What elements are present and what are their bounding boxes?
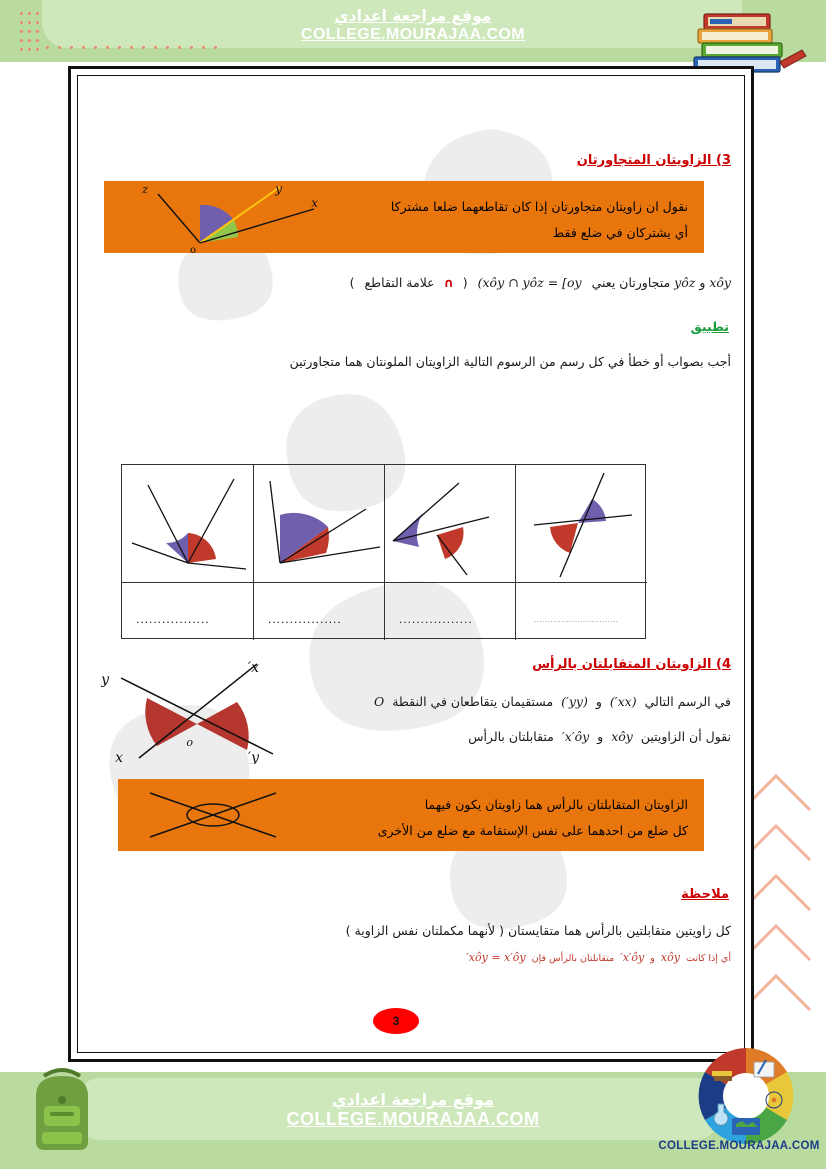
corner-brand-text: COLLEGE.MOURAJAA.COM	[658, 1140, 820, 1152]
section4-line2	[468, 729, 731, 744]
site-footer-arabic: موقع مراجعة اعدادي	[331, 1090, 495, 1109]
page-number-badge: 3	[373, 1008, 419, 1034]
section4-box-line1: الزاويتان المتقابلتان بالرأس هما زاويتان يكون فيهما	[424, 797, 688, 812]
s4-l1-b: و	[595, 694, 602, 709]
formula-paren-open: (	[462, 275, 468, 290]
s4-l1-math3: O	[373, 694, 385, 709]
s4-l2-c: متقابلتان بالرأس	[468, 729, 554, 744]
formula-yoz: yôz	[674, 275, 696, 290]
exercise-cell-4	[516, 465, 646, 582]
label-x: x	[311, 196, 318, 210]
label-y-prime: y′	[247, 750, 259, 764]
answer-dots-2: .................	[268, 612, 342, 626]
backpack-icon	[14, 1062, 114, 1158]
note-l2-math2: x′ôy′	[620, 951, 645, 964]
note-line1: كل زاويتين متقابلتين بالرأس هما متقايستان ( لأنهما مكملتان نفس الزاوية )	[345, 923, 731, 938]
note-l2-math3: xôy = x′ôy′	[466, 951, 526, 964]
site-header-arabic: موقع مراجعة اعدادي	[334, 7, 492, 25]
s4-l2-math2: x′ôy′	[561, 729, 590, 744]
cell3-red-sector	[437, 527, 464, 559]
answer-dots-1: .................	[136, 612, 210, 626]
formula-equation: xôy ∩ yôz = [oy)	[477, 275, 582, 290]
answer-dots-3: .................	[399, 612, 473, 626]
label-x-prime: x′	[247, 660, 259, 676]
line-yy-prime	[121, 678, 273, 754]
s4-l1-math2: (yy′)	[561, 694, 588, 709]
education-wheel-icon	[694, 1044, 798, 1148]
s4-l1-c: مستقيمان يتقاطعان في النقطة	[392, 694, 554, 709]
application-instruction: أجب بصواب أو خطأ في كل رسم من الرسوم التالية الزاويتان الملونتان هما متجاورتين	[289, 354, 731, 369]
vertical-sector-right	[197, 702, 249, 750]
section4-definition-box	[118, 779, 704, 851]
cell4-red-sector	[550, 523, 578, 553]
worksheet-content	[71, 69, 751, 1059]
exercise-cell-2	[254, 465, 384, 582]
vertical-angles-diagram	[101, 654, 291, 764]
formula-xoy-a: xôy	[709, 275, 731, 290]
exercise-table	[121, 464, 646, 639]
note-l2-c: متقابلتان بالرأس فإن	[531, 953, 615, 964]
note-l2-math1: xôy	[660, 951, 680, 964]
section3-definition-line1: نقول ان زاويتان متجاورتان إذا كان تقاطعهما ضلعا مشتركا	[390, 199, 688, 214]
crossed-lines-diagram	[146, 787, 281, 843]
answer-cell-4[interactable]	[516, 582, 646, 639]
s4-l1-a: في الرسم التالي	[644, 694, 731, 709]
formula-arabic-right: علامة التقاطع	[364, 275, 435, 290]
s4-l2-math1: xôy	[611, 729, 633, 744]
worksheet-page	[68, 66, 754, 1062]
formula-conj: و	[699, 275, 706, 290]
label-y: y	[275, 185, 282, 196]
note-heading: ملاحظة	[681, 887, 729, 902]
section3-definition-box	[104, 181, 704, 253]
section3-heading: 3) الزاويتان المتجاورتان	[576, 153, 731, 168]
answer-cell-3[interactable]	[385, 582, 515, 639]
site-header-url: COLLEGE.MOURAJAA.COM	[301, 25, 525, 43]
intersection-formula-line	[350, 275, 731, 290]
application-heading: تطبيق	[690, 319, 729, 334]
label-x: x	[115, 750, 123, 764]
formula-arabic-mid: متجاورتان يعني	[591, 275, 671, 290]
s4-l2-a: نقول أن الزاويتين	[640, 729, 731, 744]
answer-dots-4: ...............................	[534, 615, 619, 624]
answer-cell-1[interactable]	[122, 582, 253, 639]
intersection-symbol: ∩	[443, 275, 454, 290]
note-line2	[463, 951, 731, 964]
answer-cell-2[interactable]	[254, 582, 384, 639]
adjacent-angles-diagram	[122, 185, 342, 253]
header-dot-strip	[46, 46, 226, 54]
label-o: o	[186, 736, 193, 749]
exercise-cell-3	[385, 465, 515, 582]
site-footer-url: COLLEGE.MOURAJAA.COM	[286, 1109, 540, 1130]
section4-heading: 4) الزاويتان المتقابلتان بالرأس	[532, 657, 731, 672]
s4-l2-b: و	[597, 729, 604, 744]
label-o: o	[189, 245, 196, 253]
label-z: z	[142, 185, 148, 196]
s4-l1-math1: (xx′)	[609, 694, 637, 709]
ray-oz	[158, 194, 200, 243]
section4-box-line2: كل ضلع من احدهما على نفس الإستقامة مع ضلع من الأخرى	[377, 823, 688, 838]
section3-definition-line2: أي يشتركان في ضلع فقط	[552, 225, 688, 240]
label-y: y	[101, 672, 109, 688]
note-l2-a: أي إذا كانت	[685, 953, 731, 964]
note-l2-b: و	[650, 953, 655, 964]
formula-paren-close: )	[349, 275, 355, 290]
section4-line1	[370, 694, 731, 709]
exercise-cell-1	[122, 465, 253, 582]
